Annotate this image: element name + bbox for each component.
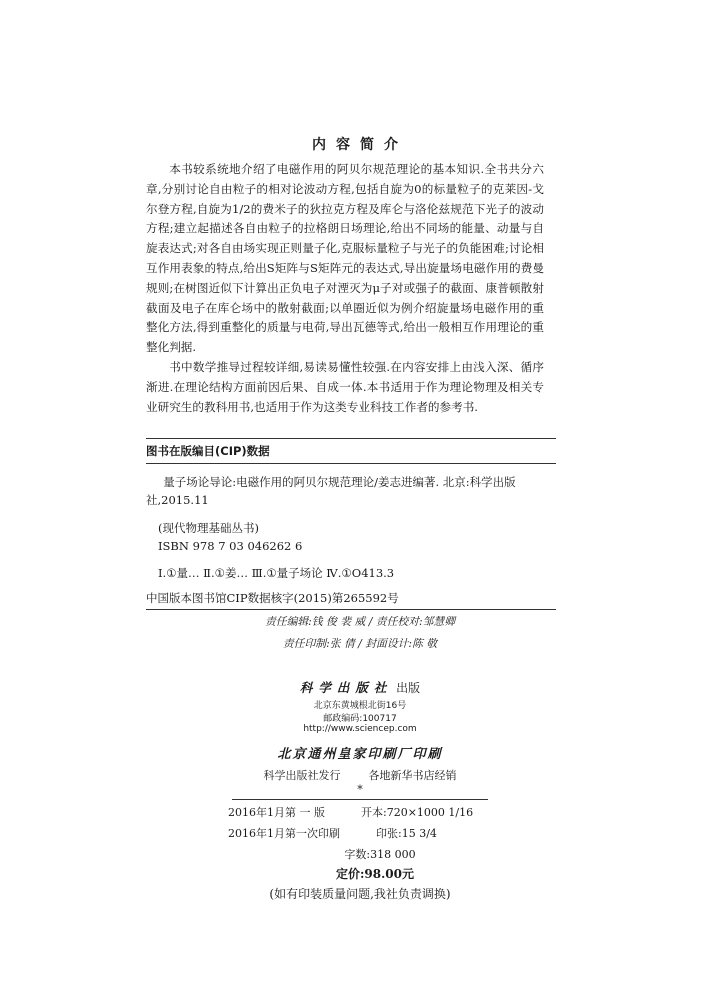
edition-date: 2016年1月第 一 版 <box>228 806 325 819</box>
publisher-postcode: 邮政编码:100717 <box>323 714 397 724</box>
cip-heading-rule <box>146 463 556 464</box>
distribution-seller: 各地新华书店经销 <box>368 769 457 782</box>
publisher-website: http://www.sciencep.com <box>303 724 417 734</box>
print-sheets: 印张:15 3/4 <box>376 827 437 840</box>
cip-bottom-rule <box>146 609 556 610</box>
edition-format: 开本:720×1000 1/16 <box>361 806 474 819</box>
distribution-issuer: 科学出版社发行 <box>263 769 341 782</box>
printer-name: 北京通州皇家印刷厂印刷 <box>277 747 443 762</box>
print-date: 2016年1月第一次印刷 <box>228 827 340 840</box>
publisher-address: 北京东黄城根北街16号 <box>313 701 407 711</box>
cip-record: 量子场论导论:电磁作用的阿贝尔规范理论/姜志进编著. 北京:科学出版社,2015.11 <box>146 475 516 507</box>
distribution-line <box>0 767 720 783</box>
price: 定价:98.00元 <box>335 867 414 881</box>
edition-row-2 <box>228 825 437 841</box>
intro-paragraph-1: 本书较系统地介绍了电磁作用的阿贝尔规范理论的基本知识.全书共分六章,分别讨论自由粒子的相对论波动方程,包括自旋为0的标量粒子的克莱因-戈尔登方程,自旋为1/2的费米子的狄拉克方程及库仑与洛伦兹规范下光子的波动方程;建立起描述各自由粒子的拉格朗日场理论,给出不同场的能量、动量与自旋表达式;对各自由场实现正则量子化,克服标量粒子与光子的负能困难;讨论相互作用表象的特点,给出S矩阵与S矩阵元的表达式,导出旋量场电磁作用的费曼规则;在树图近似下计算出正负电子对湮灭为μ子对或强子的截面、康普顿散射截面及电子在库仑场中的散射截面;以单圈近似为例介绍旋量场电磁作用的重整化方法,得到重整化的质量与电荷,导出瓦德等式,给出一般相互作用理论的重整化判据. <box>146 162 544 355</box>
edition-top-rule <box>232 799 488 800</box>
publisher-line <box>0 678 720 696</box>
separator-star: * <box>357 783 363 796</box>
cip-check-number: 中国版本图书馆CIP数据核字(2015)第265592号 <box>146 591 399 605</box>
word-count: 字数:318 000 <box>344 848 416 861</box>
intro-paragraph-2: 书中数学推导过程较详细,易读易懂性较强.在内容安排上由浅入深、循序渐进.在理论结构方面前因后果、自成一体.本书适用于作为理论物理及相关专业研究生的教科用书,也适用于作为这类专业科技工作者的参考书. <box>146 360 544 414</box>
quality-note: (如有印装质量问题,我社负责调换) <box>269 887 451 901</box>
publisher-suffix: 出版 <box>396 681 421 695</box>
page-title: 内容简介 <box>312 137 408 153</box>
cip-top-rule <box>146 438 556 439</box>
staff-line-printing: 责任印制:张 倩 / 封面设计:陈 敬 <box>282 637 438 650</box>
edition-row-1 <box>228 804 473 820</box>
cip-series: (现代物理基础丛书) <box>158 521 259 535</box>
publisher-name: 科学出版社 <box>299 680 393 695</box>
cip-isbn: ISBN 978 7 03 046262 6 <box>158 539 303 553</box>
staff-line-editors: 责任编辑:钱 俊 裴 威 / 责任校对:邹慧卿 <box>264 615 456 628</box>
cip-classification: Ⅰ.①量… Ⅱ.①姜… Ⅲ.①量子场论 Ⅳ.①O413.3 <box>158 566 395 580</box>
cip-heading: 图书在版编目(CIP)数据 <box>146 444 270 458</box>
